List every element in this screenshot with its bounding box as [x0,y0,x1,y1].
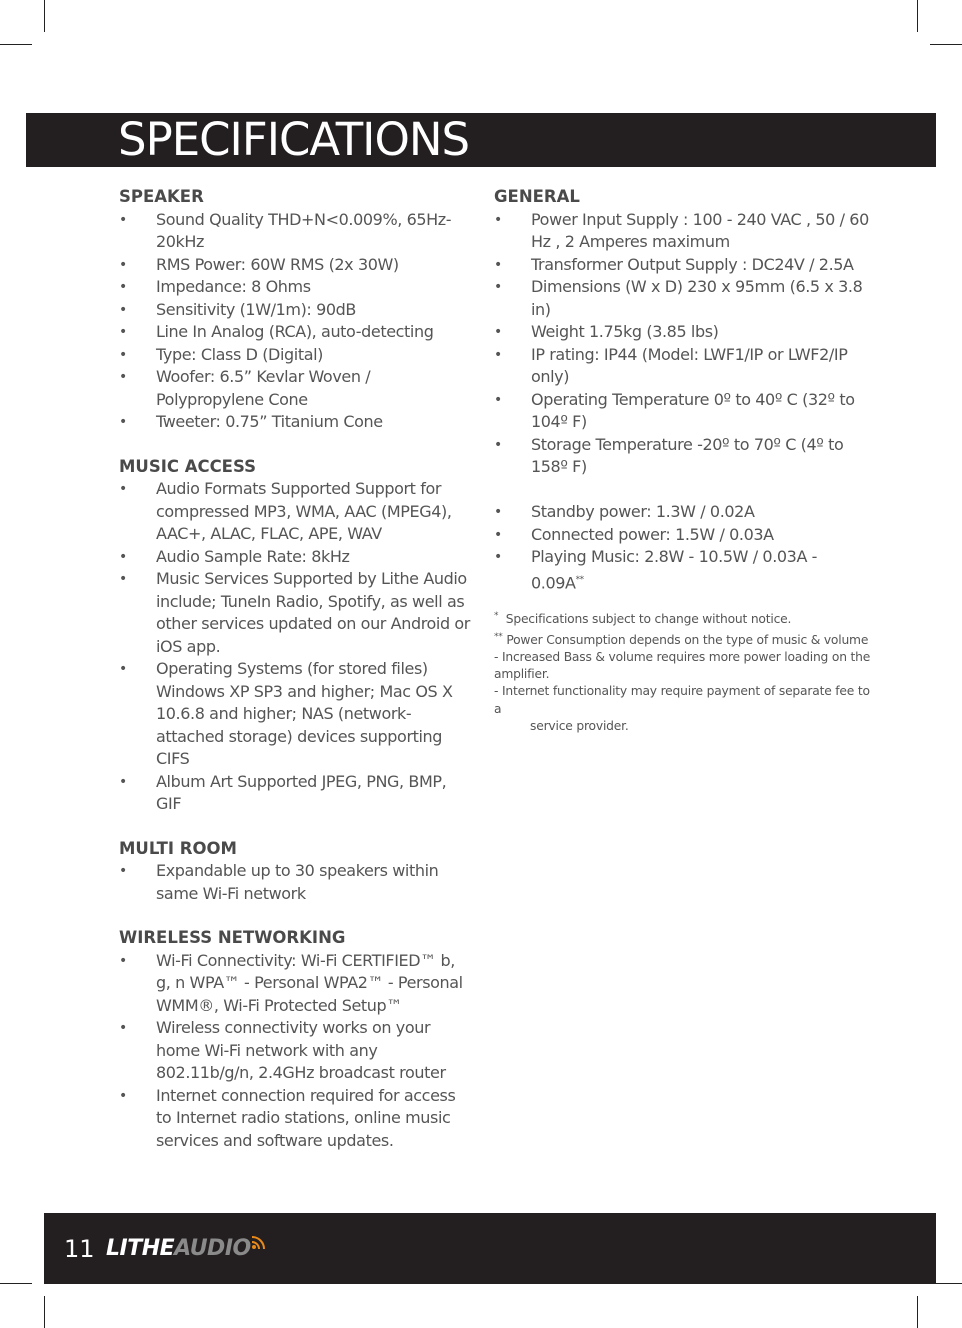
list-item: • Storage Temperature -20º to 70º C (4º to 158º F) [494,434,844,476]
list-item: • Line In Analog (RCA), auto-detecting [119,322,434,341]
list-item: • Operating Temperature 0º to 40º C (32º to 104º F) [494,389,855,431]
right-column [494,186,874,735]
wireless-networking-section [119,927,471,1152]
section-title: MUSIC ACCESS [119,456,256,476]
footer-bar [44,1213,936,1284]
list-item: • IP rating: IP44 (Model: LWF1/IP or LWF2/IP only) [494,344,848,386]
footnote: - Increased Bass & volume requires more power loading on the amplifier. [494,649,871,682]
list-item: • Woofer: 6.5” Kevlar Woven / Polypropylene Cone [119,367,371,409]
crop-mark [917,0,918,32]
left-column [119,186,471,1174]
list-item: • Tweeter: 0.75” Titanium Cone [119,412,383,431]
wifi-signal-icon [251,1236,265,1250]
crop-mark [44,0,45,32]
section-title: GENERAL [494,187,580,206]
list-item: • Expandable up to 30 speakers within same Wi-Fi network [119,861,439,903]
list-item: • Audio Sample Rate: 8kHz [119,546,350,566]
list-item: • Sensitivity (1W/1m): 90dB [119,299,356,319]
page-title: SPECIFICATIONS [118,113,470,166]
footnote: - Internet functionality may require payment of separate fee to a [494,684,870,716]
brand-logo: LITHEAUDIO [106,1236,265,1262]
list-item: • Internet connection required for access to Internet radio stations, online music services and software updates. [119,1085,456,1150]
music-access-section [119,456,471,816]
footnotes [494,608,874,735]
list-item: • Impedance: 8 Ohms [119,277,311,296]
list-item: • Dimensions (W x D) 230 x 95mm (6.5 x 3.8 in) [494,277,863,319]
list-item: • Weight 1.75kg (3.85 lbs) [494,322,719,341]
list-item: • Wi-Fi Connectivity: Wi-Fi CERTIFIED™ b, g, n WPA™ - Personal WPA2™ - Personal WMM®, Wi-Fi Protected Setup™ [119,950,463,1015]
list-item: • Wireless connectivity works on your home Wi-Fi network with any 802.11b/g/n, 2.4GHz broadcast router [119,1018,446,1082]
crop-mark [0,44,32,45]
list-item: • Playing Music: 2.8W - 10.5W / 0.03A - 0.09A** [494,547,818,592]
footnote: * Specifications subject to change without notice. [494,611,792,627]
page-number: 11 [64,1235,95,1263]
list-item: • Power Input Supply : 100 - 240 VAC , 50 / 60 Hz , 2 Amperes maximum [494,209,869,251]
title-bar [26,113,936,167]
list-item: • Music Services Supported by Lithe Audio include; TuneIn Radio, Spotify, as well as other services updated on our Android or iOS app. [119,569,470,656]
crop-mark [0,1283,32,1284]
list-item: • Album Art Supported JPEG, PNG, BMP, GIF [119,771,447,813]
section-title: WIRELESS NETWORKING [119,928,346,947]
crop-mark [930,44,962,45]
list-item: • Standby power: 1.3W / 0.02A [494,502,755,521]
list-item: • RMS Power: 60W RMS (2x 30W) [119,254,399,274]
list-item: • Operating Systems (for stored files) Windows XP SP3 and higher; Mac OS X 10.6.8 and higher; NAS (network-attached storage) devices supporting CIFS [119,659,453,768]
crop-mark [917,1296,918,1328]
section-title: SPEAKER [119,187,204,206]
speaker-section [119,186,471,434]
footnote: service provider. [530,718,629,733]
section-title: MULTI ROOM [119,838,237,858]
list-item: • Transformer Output Supply : DC24V / 2.5A [494,254,854,274]
list-item: • Connected power: 1.5W / 0.03A [494,524,774,544]
list-item: • Type: Class D (Digital) [119,344,323,364]
footnote: ** Power Consumption depends on the type of music & volume [494,631,869,647]
crop-mark [44,1296,45,1328]
multi-room-section [119,838,471,906]
list-item: • Audio Formats Supported Support for compressed MP3, WMA, AAC (MPEG4), AAC+, ALAC, FLAC, APE, WAV [119,479,452,543]
list-item: • Sound Quality THD+N<0.009%, 65Hz-20kHz [119,209,452,251]
